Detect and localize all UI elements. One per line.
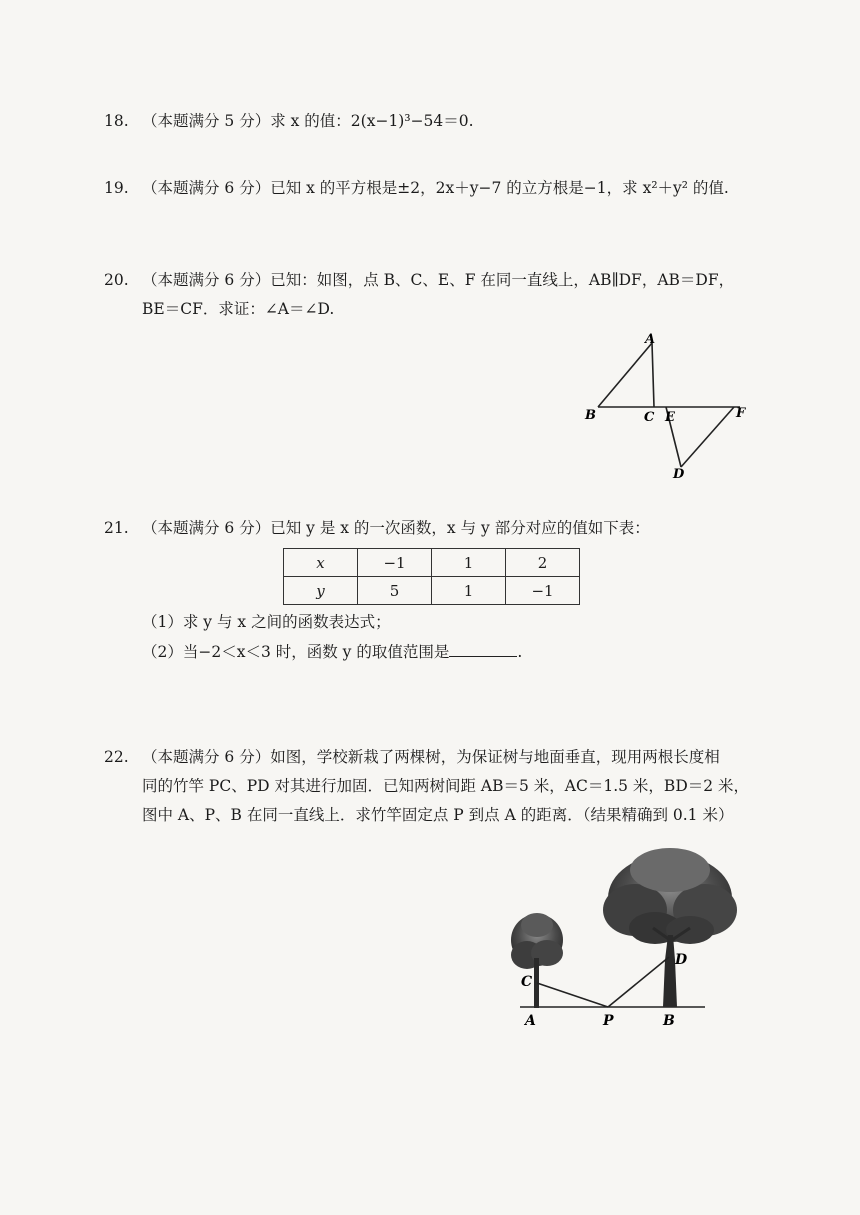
question-18 — [104, 111, 474, 131]
table-cell: −1 — [506, 577, 580, 605]
segment-DF — [681, 407, 734, 467]
table-header-x: x — [284, 549, 358, 577]
small-tree — [511, 913, 563, 1008]
question-number: 18. — [104, 112, 129, 130]
pole-PC — [537, 983, 608, 1007]
question-19 — [104, 178, 729, 198]
table-cell: −1 — [358, 549, 432, 577]
big-tree — [603, 848, 737, 1007]
question-number: 19. — [104, 179, 129, 197]
label-D: D — [675, 952, 688, 968]
part-2-text: （2）当−2＜x＜3 时，函数 y 的取值范围是 — [142, 643, 450, 661]
question-number: 21. — [104, 519, 129, 537]
question-20-line-2: BE＝CF．求证：∠A＝∠D. — [142, 300, 335, 318]
table-header-y: y — [284, 577, 358, 605]
question-text-line-1: （本题满分 6 分）如图，学校新栽了两棵树，为保证树与地面垂直，现用两根长度相 — [142, 748, 720, 766]
table-cell: 1 — [432, 549, 506, 577]
label-D: D — [673, 467, 685, 482]
label-E: E — [665, 410, 675, 425]
table-cell: 1 — [432, 577, 506, 605]
segment-AC — [652, 343, 654, 407]
label-C: C — [644, 410, 655, 425]
question-21-part-1: （1）求 y 与 x 之间的函数表达式； — [142, 613, 391, 631]
label-A: A — [525, 1013, 536, 1029]
question-text-line-1: （本题满分 6 分）已知：如图，点 B、C、E、F 在同一直线上，AB∥DF，AB＝DF， — [142, 271, 735, 289]
segment-AB — [598, 343, 652, 407]
question-20 — [104, 270, 734, 290]
question-22-line-3: 图中 A、P、B 在同一直线上．求竹竿固定点 P 到点 A 的距离．（结果精确到 0.1 米） — [142, 806, 734, 824]
label-B: B — [585, 408, 596, 423]
label-C: C — [521, 974, 533, 990]
question-text: （本题满分 6 分）已知 x 的平方根是±2，2x＋y−7 的立方根是−1，求 x²＋y² 的值. — [142, 179, 729, 197]
question-22-line-2: 同的竹竿 PC、PD 对其进行加固．已知两树间距 AB＝5 米，AC＝1.5 米，BD＝2 米， — [142, 777, 750, 795]
label-F: F — [736, 406, 746, 421]
question-number: 22. — [104, 748, 129, 766]
value-table — [283, 548, 580, 605]
question-21 — [104, 518, 650, 538]
table-row-x — [284, 549, 580, 577]
question-21-part-2 — [142, 642, 522, 662]
question-number: 20. — [104, 271, 129, 289]
question-22 — [104, 747, 720, 767]
label-P: P — [603, 1013, 614, 1029]
part-2-end: . — [517, 643, 523, 661]
label-B: B — [663, 1013, 675, 1029]
table-cell: 5 — [358, 577, 432, 605]
pole-PD — [608, 957, 669, 1007]
table-cell: 2 — [506, 549, 580, 577]
question-text: （本题满分 5 分）求 x 的值：2(x−1)³−54＝0. — [142, 112, 474, 130]
triangle-figure — [580, 325, 760, 485]
answer-blank[interactable] — [449, 642, 517, 657]
table-row-y — [284, 577, 580, 605]
label-A: A — [645, 332, 656, 347]
question-text: （本题满分 6 分）已知 y 是 x 的一次函数，x 与 y 部分对应的值如下表： — [142, 519, 650, 537]
trees-figure — [505, 840, 755, 1035]
